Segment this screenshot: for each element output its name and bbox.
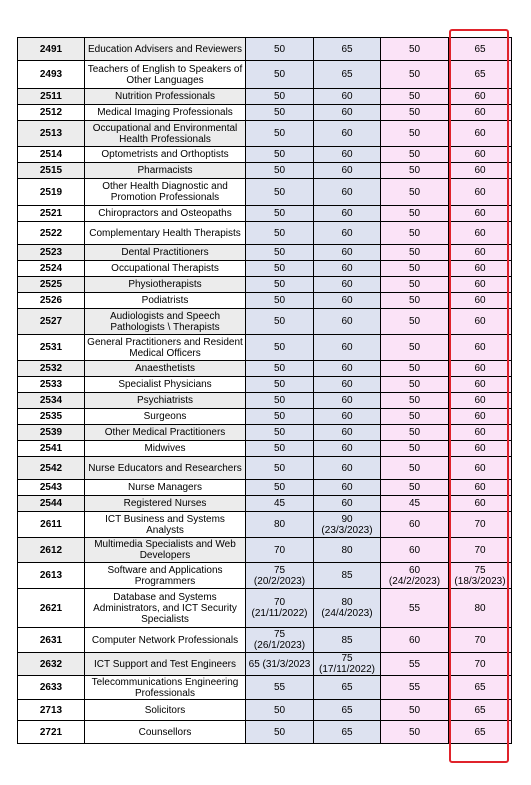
code-cell: 2633 [18,676,85,700]
table-row [18,147,512,163]
occupation-cell: Pharmacists [85,163,246,179]
score-cell-4: 60 [449,147,512,163]
code-cell: 2513 [18,121,85,147]
score-cell-4: 65 [449,700,512,721]
table-row [18,179,512,206]
table-row [18,245,512,261]
score-cell-4: 60 [449,361,512,377]
occupation-cell: Software and Applications Programmers [85,563,246,589]
score-cell-2: 60 [314,293,381,309]
occupation-cell: ICT Support and Test Engineers [85,653,246,676]
score-cell-2: 65 [314,721,381,744]
table-row [18,700,512,721]
table-row [18,38,512,61]
score-cell-3: 50 [381,147,449,163]
code-cell: 2525 [18,277,85,293]
occupation-cell: Complementary Health Therapists [85,222,246,245]
occupation-table [17,37,512,744]
table-row [18,563,512,589]
code-cell: 2534 [18,393,85,409]
score-cell-3: 55 [381,653,449,676]
occupation-cell: General Practitioners and Resident Medical Officers [85,335,246,361]
table-row [18,653,512,676]
occupation-cell: Anaesthetists [85,361,246,377]
score-cell-1: 50 [246,105,314,121]
score-cell-1: 50 [246,277,314,293]
code-cell: 2613 [18,563,85,589]
table-body [18,38,512,744]
occupation-cell: Audiologists and Speech Pathologists \ Therapists [85,309,246,335]
table-row [18,441,512,457]
score-cell-3: 60 [381,512,449,538]
score-cell-1: 50 [246,700,314,721]
occupation-cell: Nutrition Professionals [85,89,246,105]
occupation-cell: Computer Network Professionals [85,628,246,653]
score-cell-2: 60 [314,245,381,261]
score-cell-2: 90 (23/3/2023) [314,512,381,538]
score-cell-3: 50 [381,105,449,121]
score-cell-2: 60 [314,441,381,457]
table-row [18,277,512,293]
score-cell-3: 50 [381,441,449,457]
score-cell-2: 60 [314,393,381,409]
code-cell: 2532 [18,361,85,377]
score-cell-2: 75 (17/11/2022) [314,653,381,676]
score-cell-3: 50 [381,245,449,261]
score-cell-3: 50 [381,222,449,245]
table-row [18,121,512,147]
score-cell-4: 60 [449,261,512,277]
score-cell-4: 65 [449,721,512,744]
score-cell-3: 50 [381,163,449,179]
score-cell-4: 65 [449,676,512,700]
score-cell-1: 50 [246,425,314,441]
score-cell-2: 85 [314,628,381,653]
score-cell-3: 50 [381,277,449,293]
table-row [18,589,512,628]
code-cell: 2511 [18,89,85,105]
code-cell: 2533 [18,377,85,393]
table-row [18,377,512,393]
code-cell: 2535 [18,409,85,425]
score-cell-4: 65 [449,38,512,61]
score-cell-4: 60 [449,245,512,261]
score-cell-4: 60 [449,393,512,409]
occupation-cell: Occupational and Environmental Health Professionals [85,121,246,147]
score-cell-3: 50 [381,393,449,409]
table-row [18,335,512,361]
occupation-cell: Nurse Educators and Researchers [85,457,246,480]
score-cell-3: 50 [381,480,449,496]
code-cell: 2521 [18,206,85,222]
score-cell-1: 50 [246,480,314,496]
occupation-cell: Chiropractors and Osteopaths [85,206,246,222]
highlight-box [449,29,509,763]
table-row [18,496,512,512]
code-cell: 2519 [18,179,85,206]
occupation-cell: Midwives [85,441,246,457]
score-cell-1: 70 [246,538,314,563]
score-cell-3: 60 [381,538,449,563]
occupation-cell: Database and Systems Administrators, and ICT Security Specialists [85,589,246,628]
code-cell: 2512 [18,105,85,121]
score-cell-4: 60 [449,105,512,121]
score-cell-2: 60 [314,179,381,206]
code-cell: 2632 [18,653,85,676]
score-cell-4: 60 [449,457,512,480]
score-cell-3: 50 [381,206,449,222]
score-cell-2: 65 [314,700,381,721]
table-row [18,425,512,441]
score-cell-1: 65 (31/3/2023 [246,653,314,676]
score-cell-2: 60 [314,309,381,335]
score-cell-4: 70 [449,653,512,676]
score-cell-4: 60 [449,377,512,393]
score-cell-2: 60 [314,89,381,105]
score-cell-1: 50 [246,61,314,89]
occupation-cell: Specialist Physicians [85,377,246,393]
code-cell: 2523 [18,245,85,261]
score-cell-1: 50 [246,409,314,425]
score-cell-3: 50 [381,89,449,105]
occupation-cell: Teachers of English to Speakers of Other Languages [85,61,246,89]
occupation-cell: Podiatrists [85,293,246,309]
score-cell-3: 50 [381,377,449,393]
table-row [18,261,512,277]
score-cell-4: 60 [449,293,512,309]
score-cell-4: 65 [449,61,512,89]
score-cell-2: 60 [314,206,381,222]
occupation-cell: Psychiatrists [85,393,246,409]
score-cell-2: 80 (24/4/2023) [314,589,381,628]
score-cell-2: 60 [314,425,381,441]
code-cell: 2515 [18,163,85,179]
table-row [18,89,512,105]
score-cell-1: 45 [246,496,314,512]
score-cell-4: 60 [449,496,512,512]
code-cell: 2621 [18,589,85,628]
score-cell-3: 50 [381,700,449,721]
score-cell-2: 60 [314,147,381,163]
score-cell-2: 65 [314,676,381,700]
occupation-cell: Surgeons [85,409,246,425]
code-cell: 2531 [18,335,85,361]
code-cell: 2493 [18,61,85,89]
score-cell-2: 60 [314,457,381,480]
score-cell-4: 60 [449,480,512,496]
score-cell-4: 60 [449,335,512,361]
score-cell-1: 50 [246,121,314,147]
score-cell-2: 60 [314,121,381,147]
code-cell: 2541 [18,441,85,457]
occupation-cell: Registered Nurses [85,496,246,512]
code-cell: 2527 [18,309,85,335]
score-cell-2: 60 [314,222,381,245]
code-cell: 2522 [18,222,85,245]
score-cell-3: 50 [381,261,449,277]
score-cell-3: 50 [381,38,449,61]
score-cell-3: 55 [381,589,449,628]
table-row [18,309,512,335]
score-cell-2: 60 [314,105,381,121]
score-cell-2: 65 [314,38,381,61]
score-cell-3: 50 [381,179,449,206]
score-cell-3: 50 [381,409,449,425]
occupation-cell: Telecommunications Engineering Professionals [85,676,246,700]
table-row [18,409,512,425]
score-cell-4: 80 [449,589,512,628]
score-cell-4: 60 [449,163,512,179]
score-cell-3: 50 [381,121,449,147]
score-cell-3: 50 [381,335,449,361]
score-cell-1: 55 [246,676,314,700]
score-cell-3: 50 [381,61,449,89]
score-cell-3: 60 (24/2/2023) [381,563,449,589]
table-row [18,163,512,179]
score-cell-2: 60 [314,361,381,377]
occupation-cell: Optometrists and Orthoptists [85,147,246,163]
table-row [18,361,512,377]
score-cell-1: 50 [246,361,314,377]
occupation-cell: Multimedia Specialists and Web Developers [85,538,246,563]
table-row [18,393,512,409]
score-cell-1: 50 [246,245,314,261]
score-cell-1: 75 (20/2/2023) [246,563,314,589]
score-cell-1: 50 [246,261,314,277]
occupation-cell: Counsellors [85,721,246,744]
score-cell-1: 50 [246,293,314,309]
score-cell-2: 60 [314,163,381,179]
code-cell: 2611 [18,512,85,538]
score-cell-1: 75 (26/1/2023) [246,628,314,653]
table-row [18,512,512,538]
occupation-cell: Physiotherapists [85,277,246,293]
occupation-cell: Nurse Managers [85,480,246,496]
score-cell-1: 50 [246,441,314,457]
score-cell-4: 60 [449,206,512,222]
score-cell-1: 50 [246,309,314,335]
score-cell-2: 60 [314,496,381,512]
score-cell-4: 60 [449,121,512,147]
score-cell-1: 50 [246,377,314,393]
table-row [18,676,512,700]
code-cell: 2514 [18,147,85,163]
score-cell-3: 60 [381,628,449,653]
score-cell-4: 70 [449,538,512,563]
score-cell-2: 60 [314,409,381,425]
score-cell-1: 50 [246,147,314,163]
table-row [18,61,512,89]
table-row [18,628,512,653]
table-row [18,222,512,245]
occupation-cell: Education Advisers and Reviewers [85,38,246,61]
score-cell-4: 60 [449,309,512,335]
code-cell: 2612 [18,538,85,563]
score-cell-1: 50 [246,335,314,361]
occupation-cell: Medical Imaging Professionals [85,105,246,121]
occupation-cell: Other Medical Practitioners [85,425,246,441]
score-cell-2: 65 [314,61,381,89]
occupation-cell: Other Health Diagnostic and Promotion Professionals [85,179,246,206]
score-cell-1: 50 [246,721,314,744]
table-row [18,105,512,121]
score-cell-3: 50 [381,361,449,377]
score-cell-4: 60 [449,441,512,457]
code-cell: 2526 [18,293,85,309]
score-cell-4: 70 [449,512,512,538]
code-cell: 2539 [18,425,85,441]
table-row [18,480,512,496]
score-cell-2: 60 [314,480,381,496]
score-cell-1: 50 [246,206,314,222]
score-cell-2: 60 [314,377,381,393]
code-cell: 2524 [18,261,85,277]
score-cell-1: 80 [246,512,314,538]
score-cell-4: 60 [449,89,512,105]
code-cell: 2491 [18,38,85,61]
occupation-cell: Dental Practitioners [85,245,246,261]
score-cell-3: 55 [381,676,449,700]
score-cell-4: 60 [449,277,512,293]
table-row [18,206,512,222]
score-cell-1: 50 [246,89,314,105]
score-cell-1: 50 [246,38,314,61]
score-cell-1: 50 [246,163,314,179]
score-cell-1: 50 [246,179,314,206]
score-cell-4: 60 [449,409,512,425]
score-cell-1: 50 [246,393,314,409]
score-cell-2: 85 [314,563,381,589]
code-cell: 2544 [18,496,85,512]
code-cell: 2713 [18,700,85,721]
code-cell: 2721 [18,721,85,744]
score-cell-4: 60 [449,425,512,441]
score-cell-2: 60 [314,335,381,361]
code-cell: 2631 [18,628,85,653]
table-row [18,721,512,744]
score-cell-4: 60 [449,179,512,206]
occupation-cell: Occupational Therapists [85,261,246,277]
score-cell-1: 50 [246,222,314,245]
table-row [18,538,512,563]
occupation-cell: ICT Business and Systems Analysts [85,512,246,538]
code-cell: 2543 [18,480,85,496]
score-cell-3: 45 [381,496,449,512]
score-cell-3: 50 [381,457,449,480]
score-cell-3: 50 [381,293,449,309]
score-cell-2: 60 [314,261,381,277]
code-cell: 2542 [18,457,85,480]
score-cell-3: 50 [381,425,449,441]
score-cell-3: 50 [381,309,449,335]
occupation-cell: Solicitors [85,700,246,721]
score-cell-4: 75 (18/3/2023) [449,563,512,589]
score-cell-2: 60 [314,277,381,293]
score-cell-2: 80 [314,538,381,563]
score-cell-3: 50 [381,721,449,744]
table-row [18,293,512,309]
score-cell-4: 60 [449,222,512,245]
score-cell-1: 70 (21/11/2022) [246,589,314,628]
score-cell-1: 50 [246,457,314,480]
score-cell-4: 70 [449,628,512,653]
table-row [18,457,512,480]
